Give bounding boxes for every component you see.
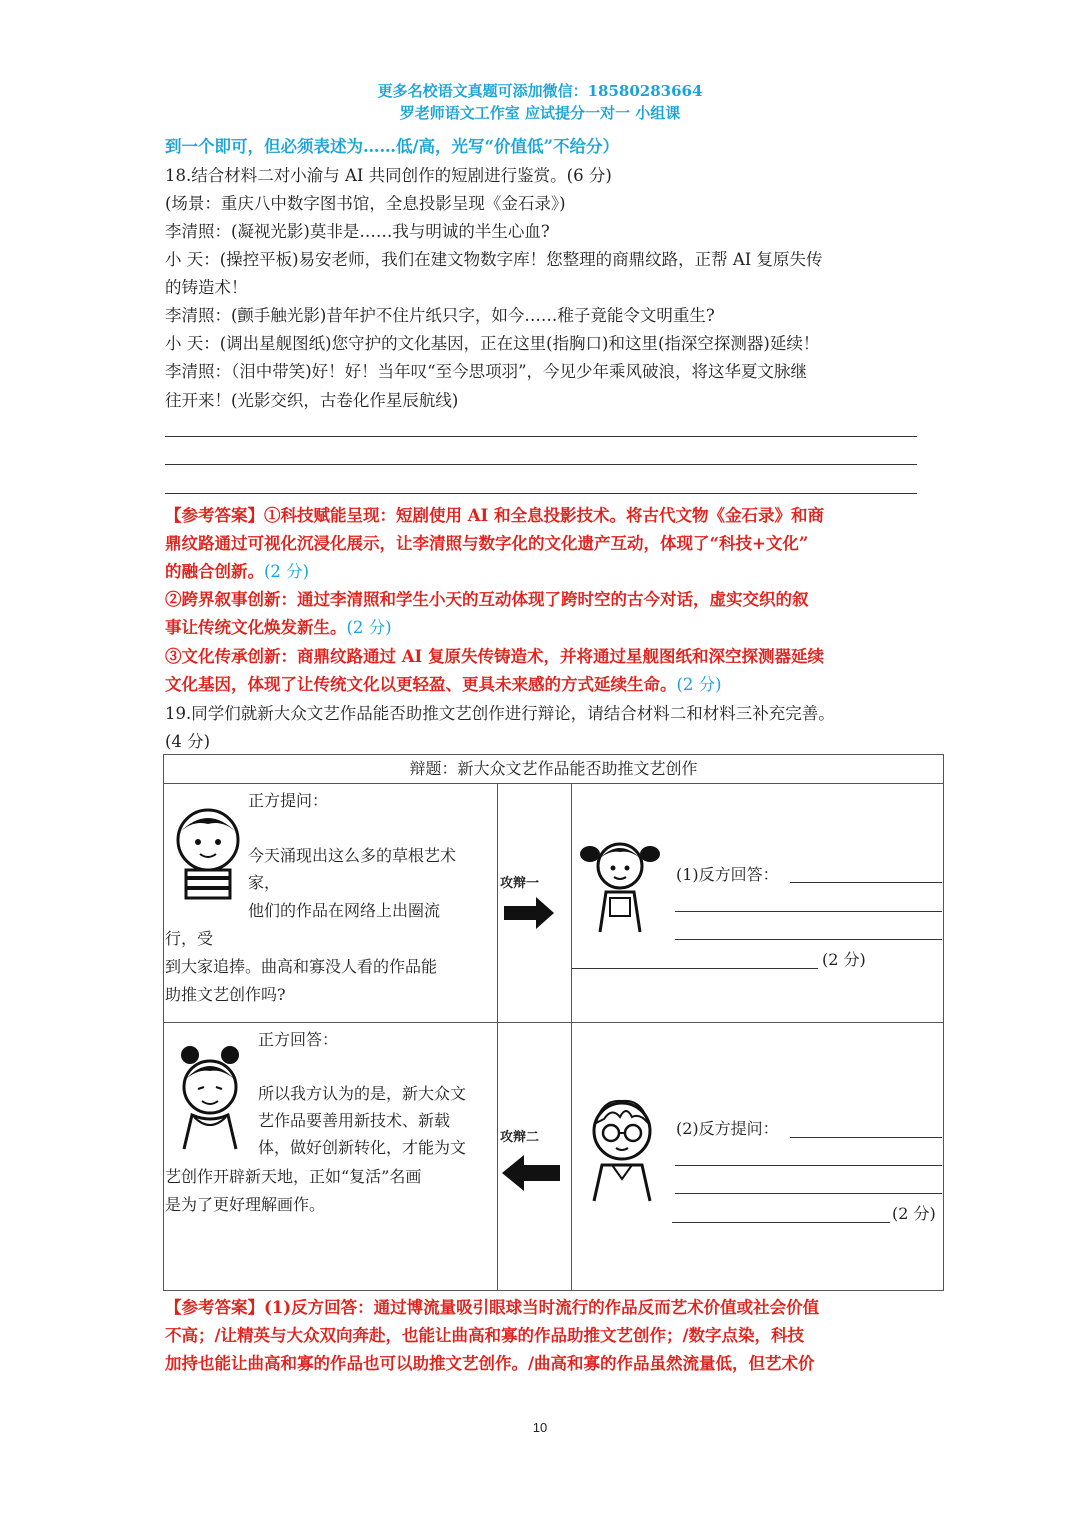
question-18-prompt: 18.结合材料二对小渝与 AI 共同创作的短剧进行鉴赏。(6 分) bbox=[165, 166, 612, 185]
page-number: 10 bbox=[532, 1420, 548, 1435]
script-line: 小 天：(调出星舰图纸)您守护的文化基因，正在这里(指胸口)和这里(指深空探测器)延续！ bbox=[165, 334, 820, 353]
arrow-2-label: 攻辩二 bbox=[500, 1130, 540, 1145]
script-line: 往开来！(光影交织，古卷化作星辰航线) bbox=[165, 391, 459, 410]
con-question-label: (2)反方提问： bbox=[676, 1119, 779, 1138]
answer-blank-line[interactable] bbox=[675, 911, 942, 912]
pro-answer-line: 所以我方认为的是，新大众文 bbox=[258, 1084, 467, 1103]
girl-buns-avatar-icon bbox=[170, 1043, 250, 1153]
answer-tag: 【参考答案】 bbox=[165, 506, 264, 525]
score-label: (2 分) bbox=[264, 562, 310, 581]
boy-avatar-icon bbox=[168, 802, 248, 902]
answer-blank-line[interactable] bbox=[790, 1137, 942, 1138]
question-19-score: (4 分) bbox=[165, 732, 211, 751]
score-label: (2 分) bbox=[892, 1204, 936, 1223]
q18-answer-line: 的融合创新。(2 分) bbox=[165, 562, 310, 581]
script-line: 李清照：(凝视光影)莫非是……我与明诚的半生心血? bbox=[165, 222, 550, 241]
pro-answer-label: 正方回答： bbox=[258, 1030, 339, 1049]
score-label: (2 分) bbox=[822, 950, 866, 969]
score-label: (2 分) bbox=[676, 675, 722, 694]
answer-blank-line[interactable] bbox=[572, 968, 818, 969]
pro-question-line: 今天涌现出这么多的草根艺术 bbox=[248, 846, 457, 865]
q18-answer-line: 鼎纹路通过可视化沉浸化展示，让李清照与数字化的文化遗产互动，体现了“科技+文化” bbox=[165, 534, 809, 553]
pro-question-line: 助推文艺创作吗? bbox=[165, 985, 286, 1004]
con-answer-cell bbox=[571, 783, 944, 1023]
header-studio-line: 罗老师语文工作室 应试提分一对一 小组课 bbox=[399, 104, 681, 122]
con-answer-label: (1)反方回答： bbox=[676, 865, 779, 884]
previous-answer-note: 到一个即可，但必须表述为……低/高，光写“价值低”不给分） bbox=[165, 137, 620, 156]
answer-blank-line[interactable] bbox=[675, 1193, 942, 1194]
q18-answer-line: 【参考答案】①科技赋能呈现：短剧使用 AI 和全息投影技术。将古代文物《金石录》和商 bbox=[165, 506, 825, 525]
q19-answer-line: 不高；/让精英与大众双向奔赴，也能让曲高和寡的作品助推文艺创作；/数字点染，科技 bbox=[165, 1326, 805, 1345]
pro-question-cell bbox=[163, 783, 498, 1023]
pro-answer-cell bbox=[163, 1022, 498, 1291]
header-wechat-line: 更多名校语文真题可添加微信：18580283664 bbox=[377, 82, 703, 100]
script-line: 小 天：(操控平板)易安老师，我们在建文物数字库！您整理的商鼎纹路，正帮 AI 复原失传 bbox=[165, 250, 823, 269]
pro-question-label: 正方提问： bbox=[248, 791, 329, 810]
answer-blank-line[interactable] bbox=[790, 882, 942, 883]
q19-answer-line: 加持也能让曲高和寡的作品也可以助推文艺创作。/曲高和寡的作品虽然流量低，但艺术价 bbox=[165, 1354, 815, 1373]
question-19-prompt: 19.同学们就新大众文艺作品能否助推文艺创作进行辩论，请结合材料二和材料三补充完善。 bbox=[165, 704, 835, 723]
arrow-right-icon bbox=[504, 897, 554, 929]
answer-blank-line[interactable] bbox=[165, 436, 917, 437]
pro-answer-line: 艺作品要善用新技术、新载 bbox=[258, 1111, 451, 1130]
boy-glasses-avatar-icon bbox=[582, 1093, 662, 1203]
q18-answer-line: 文化基因，体现了让传统文化以更轻盈、更具未来感的方式延续生命。(2 分) bbox=[165, 675, 722, 694]
pro-answer-line: 是为了更好理解画作。 bbox=[165, 1195, 326, 1214]
pro-question-line: 行，受 bbox=[165, 929, 214, 948]
pro-question-line: 家， bbox=[248, 873, 281, 892]
pro-question-line: 他们的作品在网络上出圈流 bbox=[248, 901, 441, 920]
arrow-1-label: 攻辩一 bbox=[500, 876, 540, 891]
script-line: 的铸造术！ bbox=[165, 278, 248, 297]
script-line: 李清照：(颤手触光影)昔年护不住片纸只字，如今……稚子竟能令文明重生? bbox=[165, 306, 715, 325]
q18-answer-line: ②跨界叙事创新：通过李清照和学生小天的互动体现了跨时空的古今对话，虚实交织的叙 bbox=[165, 590, 809, 609]
answer-tag: 【参考答案】 bbox=[165, 1298, 264, 1317]
pro-question-line: 到大家追捧。曲高和寡没人看的作品能 bbox=[165, 957, 438, 976]
q19-answer-line: 【参考答案】(1)反方回答：通过博流量吸引眼球当时流行的作品反而艺术价值或社会价值 bbox=[165, 1298, 820, 1317]
answer-blank-line[interactable] bbox=[165, 464, 917, 465]
pro-answer-line: 艺创作开辟新天地，正如“复活”名画 bbox=[165, 1167, 422, 1186]
script-line: (场景：重庆八中数字图书馆，全息投影呈现《金石录》) bbox=[165, 194, 566, 213]
q18-answer-line: 事让传统文化焕发新生。(2 分) bbox=[165, 618, 392, 637]
arrow-left-icon bbox=[502, 1155, 560, 1191]
script-line: 李清照：（泪中带笑)好！好！当年叹“至今思项羽”，今见少年乘风破浪，将这华夏文脉继 bbox=[165, 362, 808, 381]
answer-blank-line[interactable] bbox=[165, 493, 917, 494]
answer-blank-line[interactable] bbox=[675, 1165, 942, 1166]
debate-topic: 辩题：新大众文艺作品能否助推文艺创作 bbox=[163, 754, 944, 784]
arrow-cell bbox=[497, 1022, 572, 1291]
pro-answer-line: 体，做好创新转化，才能为文 bbox=[258, 1138, 467, 1157]
arrow-cell bbox=[497, 783, 572, 1023]
answer-blank-line[interactable] bbox=[675, 939, 942, 940]
q18-answer-line: ③文化传承创新：商鼎纹路通过 AI 复原失传铸造术，并将通过星舰图纸和深空探测器延续 bbox=[165, 647, 825, 666]
score-label: (2 分) bbox=[346, 618, 392, 637]
answer-blank-line[interactable] bbox=[672, 1222, 890, 1223]
con-question-cell bbox=[571, 1022, 944, 1291]
girl-pigtails-avatar-icon bbox=[578, 836, 662, 936]
